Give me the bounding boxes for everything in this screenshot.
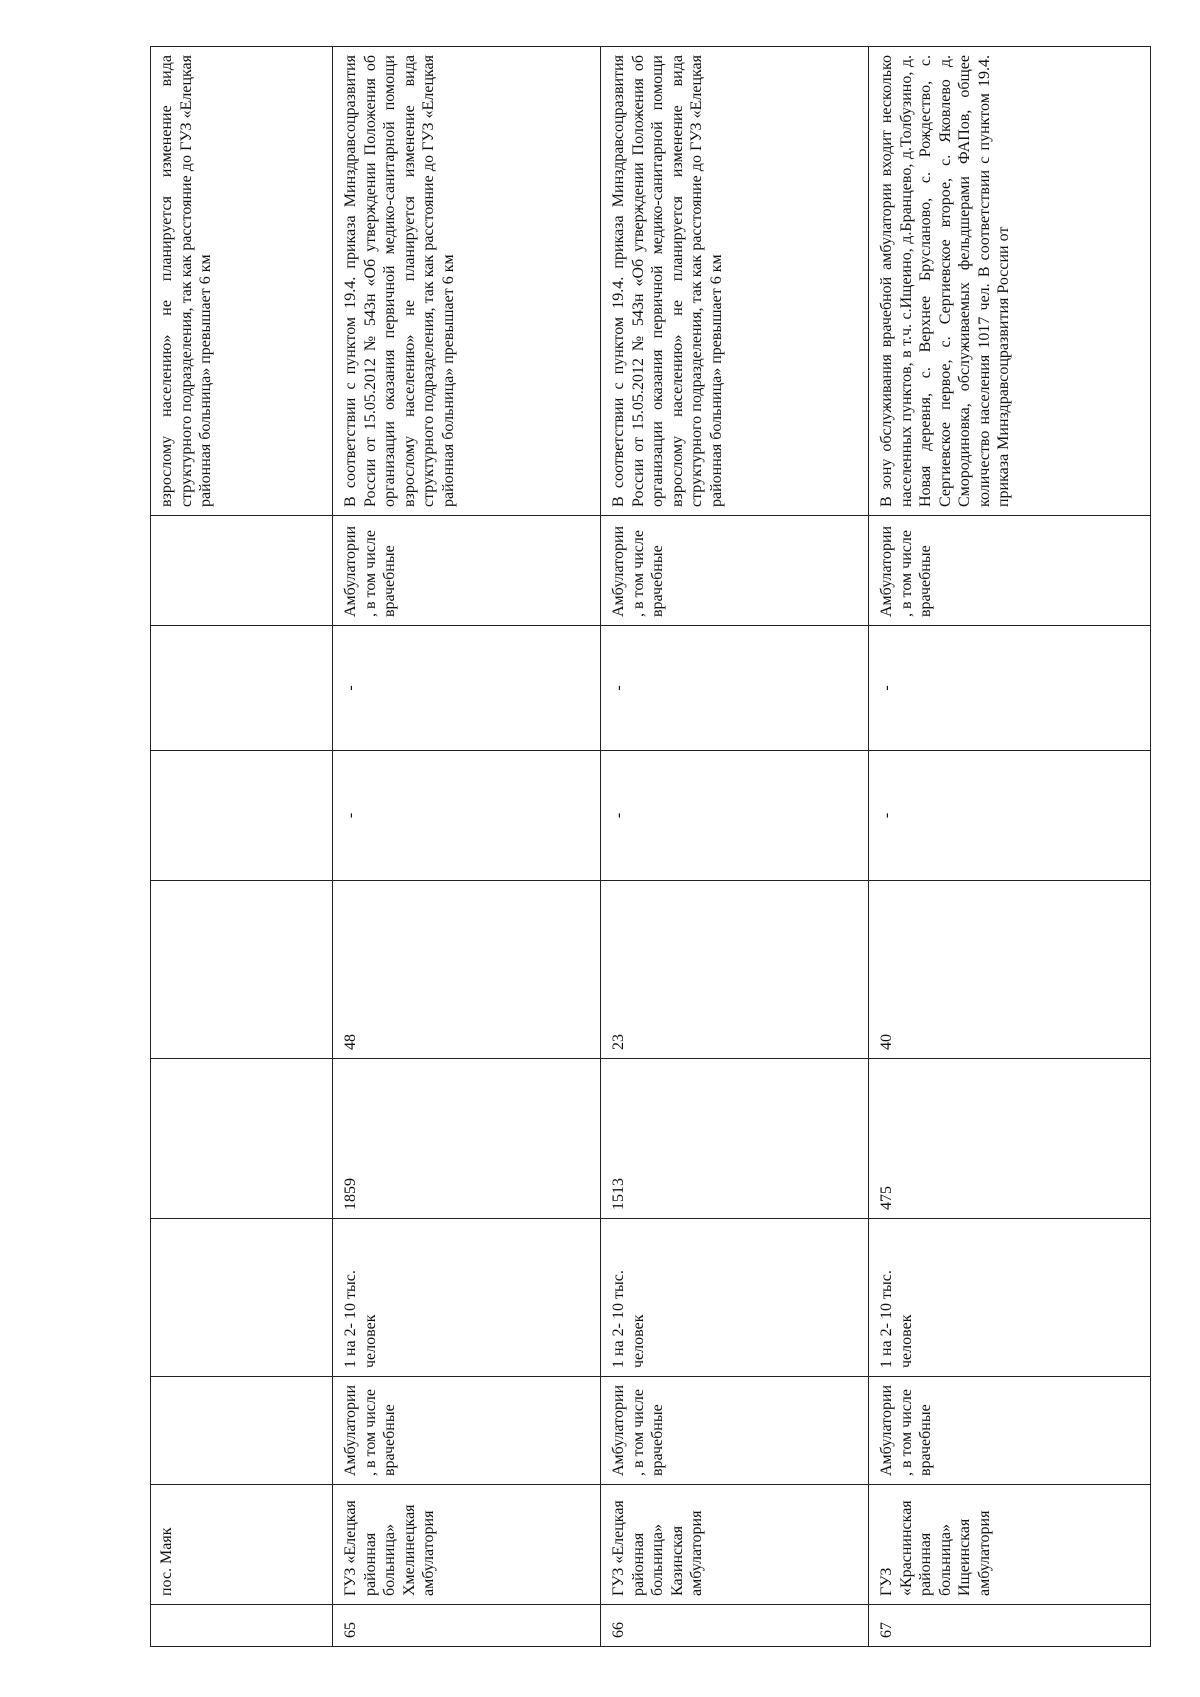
row-number: 66 <box>601 1605 869 1647</box>
facility-type: Амбулатории , в том числе врачебные <box>601 1377 869 1485</box>
facility-type <box>151 1377 333 1485</box>
note: В соответствии с пунктом 19.4. приказа Минздравсоцразвития России от 15.05.2012 № 543н «Об утверждении Положения об организации оказания первичной медико-санитарной помощи взрослому населению» не планируется изменение вида структурного подразделения, так как расстояние до ГУЗ «Елецкая районная больница» превышает 6 км <box>333 47 601 516</box>
table-row <box>333 47 601 1647</box>
note: В зону обслуживания врачебной амбулатории входит несколько населенных пунктов, в т.ч. с.Ищеино, д.Бранцево, д.Толбузино, д. Новая деревня, с. Верхнее Брусланово, с. Рождество, с. Сергиевское первое, с. Сергиевское второе, с. Яковлево д. Смородиновка, обслуживаемых фельдшерами ФАПов, общее количество населения 1017 чел. В соответствии с пунктом 19.4. приказа Минздравсоцразвития России от <box>869 47 1151 516</box>
row-number: 65 <box>333 1605 601 1647</box>
planned-type <box>151 516 333 626</box>
column-8: - <box>333 626 601 751</box>
norm: 1 на 2- 10 тыс. человек <box>601 1219 869 1377</box>
facility-type: Амбулатории , в том числе врачебные <box>869 1377 1151 1485</box>
column-7 <box>151 751 333 881</box>
distance: 23 <box>601 881 869 1059</box>
column-8: - <box>869 626 1151 751</box>
note: взрослому населению» не планируется изменение вида структурного подразделения, так как расстояние до ГУЗ «Елецкая районная больница» превышает 6 км <box>151 47 333 516</box>
organization-name: ГУЗ «Краснинская районная больница» Ищеинская амбулатория <box>869 1485 1151 1605</box>
distance <box>151 881 333 1059</box>
planned-type: Амбулатории , в том числе врачебные <box>601 516 869 626</box>
note: В соответствии с пунктом 19.4. приказа Минздравсоцразвития России от 15.05.2012 № 543н «Об утверждении Положения об организации оказания первичной медико-санитарной помощи взрослому населению» не планируется изменение вида структурного подразделения, так как расстояние до ГУЗ «Елецкая районная больница» превышает 6 км <box>601 47 869 516</box>
norm: 1 на 2- 10 тыс. человек <box>333 1219 601 1377</box>
population: 1859 <box>333 1059 601 1219</box>
row-number <box>151 1605 333 1647</box>
organization-name: пос. Маяк <box>151 1485 333 1605</box>
column-7: - <box>869 751 1151 881</box>
table-row <box>869 47 1151 1647</box>
planned-type: Амбулатории , в том числе врачебные <box>869 516 1151 626</box>
facilities-table <box>150 46 1151 1647</box>
distance: 48 <box>333 881 601 1059</box>
column-7: - <box>333 751 601 881</box>
distance: 40 <box>869 881 1151 1059</box>
column-8: - <box>601 626 869 751</box>
facility-type: Амбулатории , в том числе врачебные <box>333 1377 601 1485</box>
norm <box>151 1219 333 1377</box>
organization-name: ГУЗ «Елецкая районная больница» Хмелинецкая амбулатория <box>333 1485 601 1605</box>
planned-type: Амбулатории , в том числе врачебные <box>333 516 601 626</box>
row-number: 67 <box>869 1605 1151 1647</box>
population: 475 <box>869 1059 1151 1219</box>
population: 1513 <box>601 1059 869 1219</box>
column-8 <box>151 626 333 751</box>
table-row <box>601 47 869 1647</box>
norm: 1 на 2- 10 тыс. человек <box>869 1219 1151 1377</box>
population <box>151 1059 333 1219</box>
table-row <box>151 47 333 1647</box>
organization-name: ГУЗ «Елецкая районная больница» Казинская амбулатория <box>601 1485 869 1605</box>
column-7: - <box>601 751 869 881</box>
